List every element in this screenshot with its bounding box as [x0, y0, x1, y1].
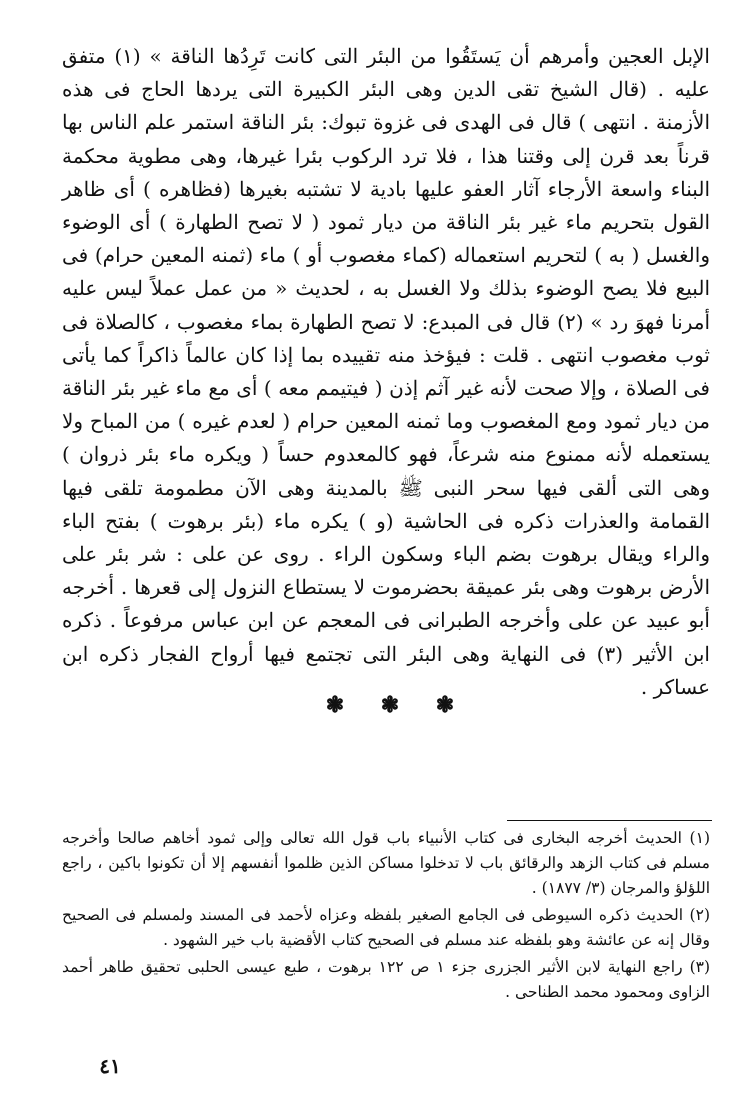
section-divider [320, 692, 460, 718]
footnote-3: (٣) راجع النهاية لابن الأثير الجزرى جزء ١ ص ١٢٢ برهوت ، طبع عيسى الحلبى تحقيق طاهر أحمد الزاوى ومحمود محمد الطناحى . [62, 958, 711, 1001]
footnote-2: (٢) الحديث ذكره السيوطى فى الجامع الصغير بلفظه وعزاه لأحمد فى المسند ولمسلم فى الصحيح وقال إنه عن عائشة وهو بلفظه عند مسلم فى الصحيح كتاب الأقضية باب خير الشهود . [62, 906, 710, 949]
footnote-separator [507, 820, 712, 821]
divider-star-icon: ❃ [325, 692, 345, 718]
main-body-text: الإبل العجين وأمرهم أن يَستَقُوا من البئر التى كانت تَرِدُها الناقة » (١) متفق عليه . (قال الشيخ تقى الدين وهى البئر الكبيرة التى يردها الحاج فى هذه الأزمنة . انتهى ) قال فى الهدى فى غزوة تبوك: بئر الناقة استمر علم الناس بها قرناً بعد قرن إلى وقتنا هذا ، فلا ترد الركوب بئرا غيرها، وهى مطوية محكمة البناء واسعة الأرجاء آثار العفو عليها بادية لا تشتبه بغيرها (فظاهره ) أى ظاهر القول بتحريم ماء غير بئر الناقة من ديار ثمود ( لا تصح الطهارة ) أى الوضوء والغسل ( به ) لتحريم استعماله (كماء مغصوب أو ) ماء (ثمنه المعين حرام) فى البيع فلا يصح الوضوء بذلك ولا الغسل به ، لحديث « من عمل عملاً ليس عليه أمرنا فهوَ رد » (٢) قال فى المبدع: لا تصح الطهارة بماء مغصوب ، كالصلاة فى ثوب مغصوب انتهى . قلت : فيؤخذ منه تقييده بما إذا كان عالماً ذاكراً كما يأتى فى الصلاة ، وإلا صحت لأنه غير آثم إذن ( فيتيمم معه ) أى مع ماء غير بئر الناقة من ديار ثمود ومع المغصوب وما ثمنه المعين حرام ( لعدم غيره ) من المباح ولا يستعمله لأنه ممنوع منه شرعاً، فهو كالمعدوم حساً ( ويكره ماء بئر ذروان ) وهى التى ألقى فيها سحر النبى ﷺ بالمدينة وهى الآن مطمومة تلقى فيها القمامة والعذرات ذكره فى الحاشية (و ) يكره ماء (بئر برهوت ) بفتح الباء والراء ويقال برهوت بضم الباء وسكون الراء . روى عن على : شر بئر على الأرض برهوت وهى بئر عميقة بحضرموت لا يستطاع النزول إلى قعرها . أخرجه أبو عبيد عن على وأخرجه الطبرانى فى المعجم عن ابن عباس مرفوعاً . ذكره ابن الأثير (٣) فى النهاية وهى البئر التى تجتمع فيها أرواح الفجار ذكره ابن عساكر . [62, 44, 710, 699]
divider-star-icon: ❃ [380, 692, 400, 718]
divider-star-icon: ❃ [435, 692, 455, 718]
footnote-1: (١) الحديث أخرجه البخارى فى كتاب الأنبياء باب قول الله تعالى وإلى ثمود أخاهم صالحا وأخرجه مسلم فى كتاب الزهد والرقائق باب لا تدخلوا مساكن الذين ظلموا أنفسهم إلا أن تكونوا باكين ، راجع اللؤلؤ والمرجان (٣/ ١٨٧٧) . [62, 829, 710, 897]
footnotes [62, 826, 710, 1007]
page-number: ٤١ [99, 1054, 121, 1078]
